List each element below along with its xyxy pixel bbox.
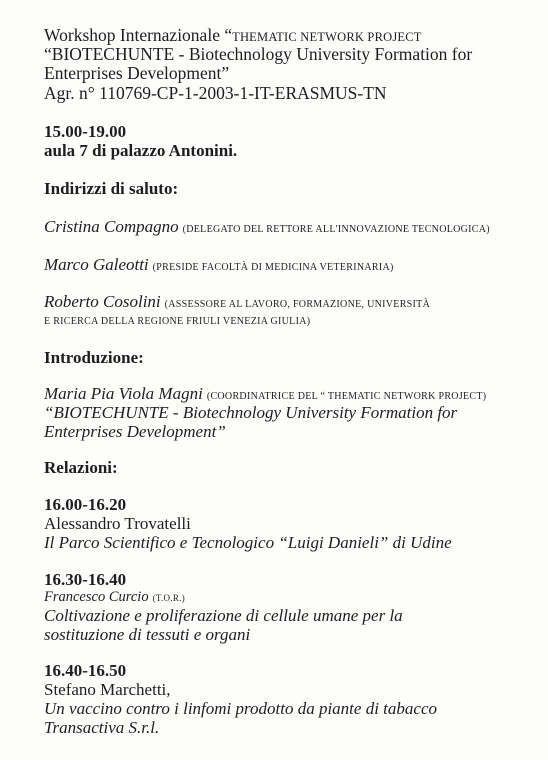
intro-speaker: [44, 385, 486, 403]
session-time: 15.00-19.00: [44, 122, 127, 141]
greeting-speaker-1: [44, 218, 490, 236]
speaker-role: (COORDINATRICE DEL “ THEMATIC NETWORK PROJECT): [206, 391, 487, 402]
talk-3-speaker: Stefano Marchetti,: [44, 680, 171, 699]
intro-project-line-2: “BIOTECHUNTE - Biotechnology University Formation for: [44, 403, 458, 422]
talk-1-speaker: Alessandro Trovatelli: [44, 514, 191, 533]
header-line-2: “BIOTECHUNTE - Biotechnology University Formation for: [44, 44, 473, 64]
talk-2-speaker: Francesco Curcio: [44, 589, 149, 605]
header-line-3: Enterprises Development”: [44, 63, 230, 83]
greeting-speaker-2: [44, 256, 394, 274]
greeting-speaker-3: [44, 293, 430, 311]
speaker-role: (DELEGATO DEL RETTORE ALL'INNOVAZIONE TECNOLOGICA): [182, 224, 490, 235]
speaker-role-continued: E RICERCA DELLA REGIONE FRIULI VENEZIA GIULIA): [44, 316, 311, 327]
talk-3-title-line-1: Un vaccino contro i linfomi prodotto da piante di tabacco: [44, 699, 437, 718]
talk-3-time: 16.40-16.50: [44, 661, 127, 680]
talk-2-speaker-line: [44, 589, 185, 605]
session-location: aula 7 di palazzo Antonini.: [44, 141, 238, 160]
speaker-name: Cristina Compagno: [44, 217, 179, 236]
header-line-1: [44, 27, 422, 45]
talk-1-title: Il Parco Scientifico e Tecnologico “Luigi Danieli” di Udine: [44, 533, 452, 552]
greetings-heading: Indirizzi di saluto:: [44, 179, 179, 198]
talk-2-affiliation: (T.O.R.): [152, 593, 186, 603]
talk-2-title-line-1: Coltivazione e proliferazione di cellule umane per la: [44, 606, 403, 625]
talks-heading: Relazioni:: [44, 458, 118, 477]
speaker-name: Maria Pia Viola Magni: [44, 384, 203, 403]
intro-project-line-3: Enterprises Development”: [44, 422, 226, 441]
speaker-name: Roberto Cosolini: [44, 292, 161, 311]
workshop-label: Workshop Internazionale “: [44, 25, 233, 45]
project-name-caps: THEMATIC NETWORK PROJECT: [232, 30, 422, 44]
talk-2-title-line-2: sostituzione di tessuti e organi: [44, 625, 251, 644]
speaker-name: Marco Galeotti: [44, 255, 149, 274]
talk-1-time: 16.00-16.20: [44, 495, 127, 514]
talk-3-title-line-2: Transactiva S.r.l.: [44, 718, 160, 737]
agreement-number: Agr. n° 110769-CP-1-2003-1-IT-ERASMUS-TN: [44, 83, 387, 103]
speaker-role: (PRESIDE FACOLTÀ DI MEDICINA VETERINARIA): [152, 262, 394, 273]
introduction-heading: Introduzione:: [44, 348, 144, 367]
talk-2-time: 16.30-16.40: [44, 570, 127, 589]
speaker-role: (ASSESSORE AL LAVORO, FORMAZIONE, UNIVERSITÀ: [164, 299, 431, 310]
